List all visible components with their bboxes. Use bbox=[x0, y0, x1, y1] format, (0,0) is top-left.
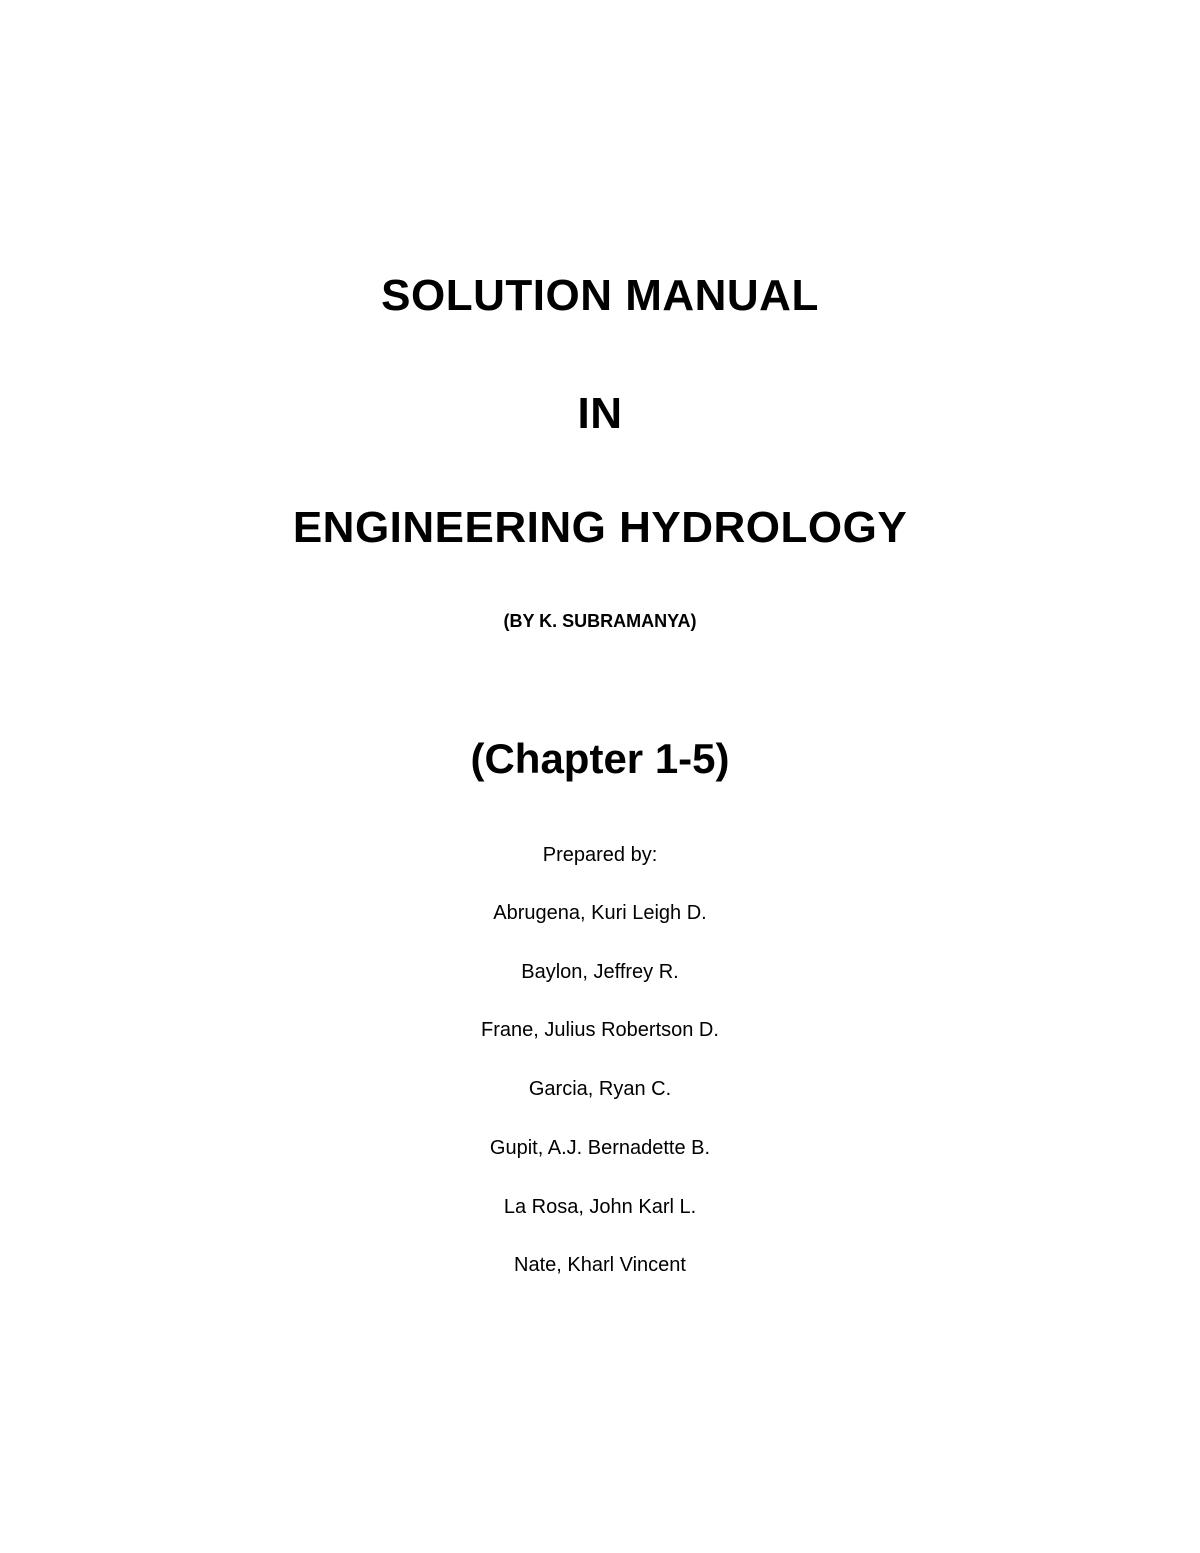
preparer-name: Frane, Julius Robertson D. bbox=[481, 1019, 719, 1041]
preparer-name: Nate, Kharl Vincent bbox=[514, 1254, 686, 1276]
title-line-1: SOLUTION MANUAL bbox=[381, 271, 819, 320]
preparer-name: La Rosa, John Karl L. bbox=[503, 1196, 697, 1218]
author-line: (BY K. SUBRAMANYA) bbox=[503, 611, 697, 631]
preparer-name: Garcia, Ryan C. bbox=[528, 1078, 672, 1100]
title-line-2: IN bbox=[577, 389, 623, 438]
preparer-name: Gupit, A.J. Bernadette B. bbox=[489, 1137, 711, 1159]
preparer-name: Abrugena, Kuri Leigh D. bbox=[493, 902, 707, 924]
chapter-range: (Chapter 1-5) bbox=[470, 735, 730, 782]
prepared-by-label: Prepared by: bbox=[542, 844, 658, 866]
title-line-3: ENGINEERING HYDROLOGY bbox=[292, 503, 908, 552]
preparer-name: Baylon, Jeffrey R. bbox=[521, 961, 679, 983]
